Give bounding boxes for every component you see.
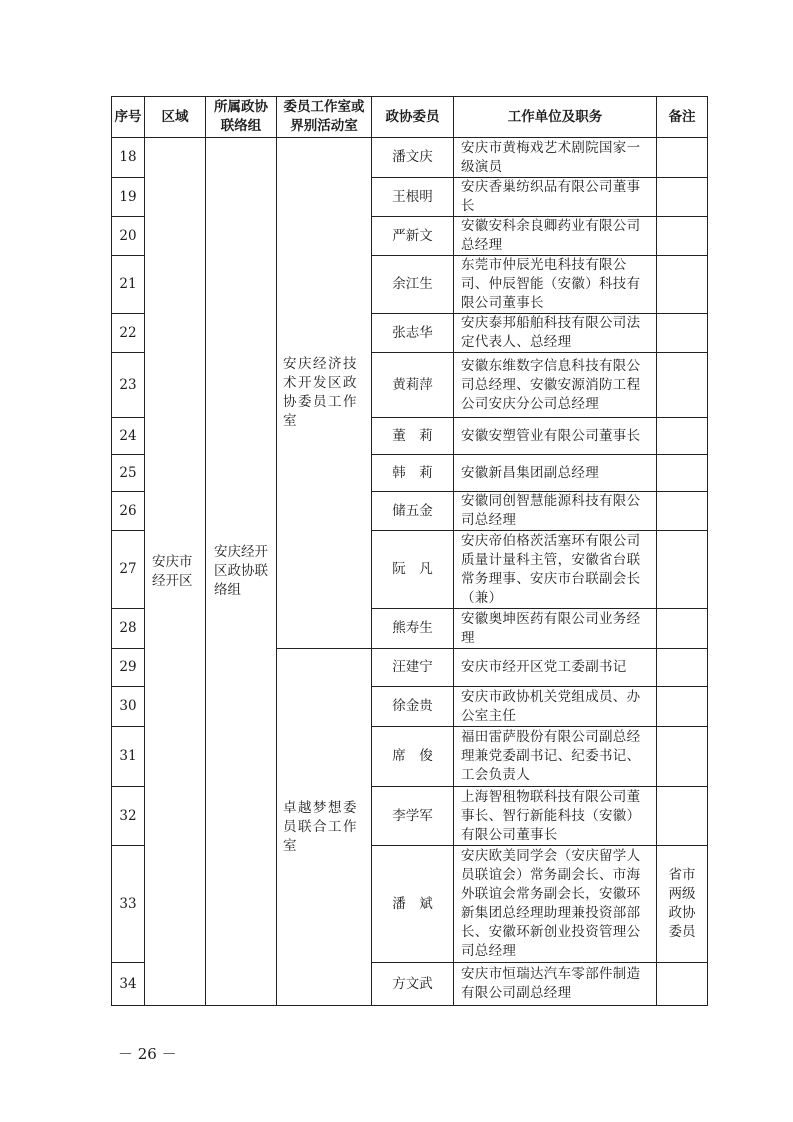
- row-note: [657, 531, 708, 609]
- row-seq: 21: [112, 256, 145, 314]
- row-unit: 安庆欧美同学会（安庆留学人员联谊会）常务副会长、市海外联谊会常务副会长，安徽环新集团总经理助理兼投资部部长、安徽环新创业投资管理公司总经理: [454, 846, 657, 963]
- row-note: 省市两级政协委员: [657, 846, 708, 963]
- row-unit: 安庆市恒瑞达汽车零部件制造有限公司副总经理: [454, 963, 657, 1006]
- row-seq: 29: [112, 649, 145, 687]
- row-note: [657, 138, 708, 178]
- table-row: [112, 138, 708, 178]
- row-unit: 东莞市仲辰光电科技有限公司、仲辰智能（安徽）科技有限公司董事长: [454, 256, 657, 314]
- row-note: [657, 217, 708, 256]
- row-seq: 32: [112, 787, 145, 846]
- row-seq: 33: [112, 846, 145, 963]
- header-member: 政协委员: [372, 97, 454, 138]
- row-unit: 安庆泰邦船舶科技有限公司法定代表人、总经理: [454, 314, 657, 353]
- row-name: 熊寿生: [372, 609, 454, 649]
- row-seq: 34: [112, 963, 145, 1006]
- row-unit: 安庆帝伯格茨活塞环有限公司质量计量科主管，安徽省台联常务理事、安庆市台联副会长（兼）: [454, 531, 657, 609]
- row-name: 余江生: [372, 256, 454, 314]
- row-name: 潘 斌: [372, 846, 454, 963]
- row-note: [657, 492, 708, 531]
- row-seq: 23: [112, 353, 145, 418]
- member-table: [111, 96, 708, 1006]
- row-name: 董 莉: [372, 418, 454, 455]
- row-unit: 安徽安塑管业有限公司董事长: [454, 418, 657, 455]
- row-name: 汪建宁: [372, 649, 454, 687]
- row-unit: 安庆市政协机关党组成员、办公室主任: [454, 687, 657, 727]
- row-unit: 安庆市黄梅戏艺术剧院国家一级演员: [454, 138, 657, 178]
- studio-text-2: 卓越梦想委员联合工作室: [283, 799, 358, 854]
- row-name: 储五金: [372, 492, 454, 531]
- header-seq: 序号: [112, 97, 145, 138]
- row-name: 黄莉萍: [372, 353, 454, 418]
- row-name: 潘文庆: [372, 138, 454, 178]
- row-seq: 25: [112, 455, 145, 492]
- row-name: 徐金贵: [372, 687, 454, 727]
- row-seq: 31: [112, 727, 145, 787]
- row-note: [657, 256, 708, 314]
- group-text: 安庆经开区政协联络组: [214, 544, 268, 598]
- row-seq: 26: [112, 492, 145, 531]
- row-seq: 18: [112, 138, 145, 178]
- row-note: [657, 353, 708, 418]
- header-group: 所属政协联络组: [206, 97, 277, 138]
- row-note: [657, 455, 708, 492]
- row-note: [657, 649, 708, 687]
- row-note: [657, 787, 708, 846]
- area-text: 安庆市经开区: [152, 553, 193, 589]
- row-unit: 安徽东维数字信息科技有限公司总经理、安徽安源消防工程公司安庆分公司总经理: [454, 353, 657, 418]
- header-note: 备注: [657, 97, 708, 138]
- row-note: [657, 687, 708, 727]
- row-unit: 福田雷萨股份有限公司副总经理兼党委副书记、纪委书记、工会负责人: [454, 727, 657, 787]
- row-name: 韩 莉: [372, 455, 454, 492]
- row-name: 严新文: [372, 217, 454, 256]
- row-unit: 安徽同创智慧能源科技有限公司总经理: [454, 492, 657, 531]
- row-note: [657, 609, 708, 649]
- row-name: 方文武: [372, 963, 454, 1006]
- header-row: [112, 97, 708, 138]
- row-unit: 上海智租物联科技有限公司董事长、智行新能科技（安徽）有限公司董事长: [454, 787, 657, 846]
- row-unit: 安徽安科余良卿药业有限公司总经理: [454, 217, 657, 256]
- row-unit: 安徽新昌集团副总经理: [454, 455, 657, 492]
- row-seq: 20: [112, 217, 145, 256]
- row-name: 李学军: [372, 787, 454, 846]
- header-studio: 委员工作室或界别活动室: [277, 97, 372, 138]
- row-unit: 安庆香巢纺织品有限公司董事长: [454, 178, 657, 217]
- row-seq: 24: [112, 418, 145, 455]
- studio-cell-2: [277, 649, 372, 1006]
- row-seq: 28: [112, 609, 145, 649]
- row-name: 阮 凡: [372, 531, 454, 609]
- studio-cell-1: [277, 138, 372, 649]
- row-unit: 安庆市经开区党工委副书记: [454, 649, 657, 687]
- row-seq: 19: [112, 178, 145, 217]
- row-seq: 27: [112, 531, 145, 609]
- row-note: [657, 314, 708, 353]
- header-area: 区域: [145, 97, 206, 138]
- row-seq: 22: [112, 314, 145, 353]
- page-number: － 26 －: [118, 1045, 177, 1063]
- studio-text-1: 安庆经济技术开发区政协委员工作室: [283, 356, 358, 429]
- row-name: 张志华: [372, 314, 454, 353]
- row-name: 王根明: [372, 178, 454, 217]
- row-name: 席 俊: [372, 727, 454, 787]
- row-note: [657, 178, 708, 217]
- row-unit: 安徽奥坤医药有限公司业务经理: [454, 609, 657, 649]
- header-unit: 工作单位及职务: [454, 97, 657, 138]
- row-note: [657, 963, 708, 1006]
- area-cell: [145, 138, 206, 1006]
- row-seq: 30: [112, 687, 145, 727]
- row-note: [657, 418, 708, 455]
- row-note: [657, 727, 708, 787]
- group-cell: [206, 138, 277, 1006]
